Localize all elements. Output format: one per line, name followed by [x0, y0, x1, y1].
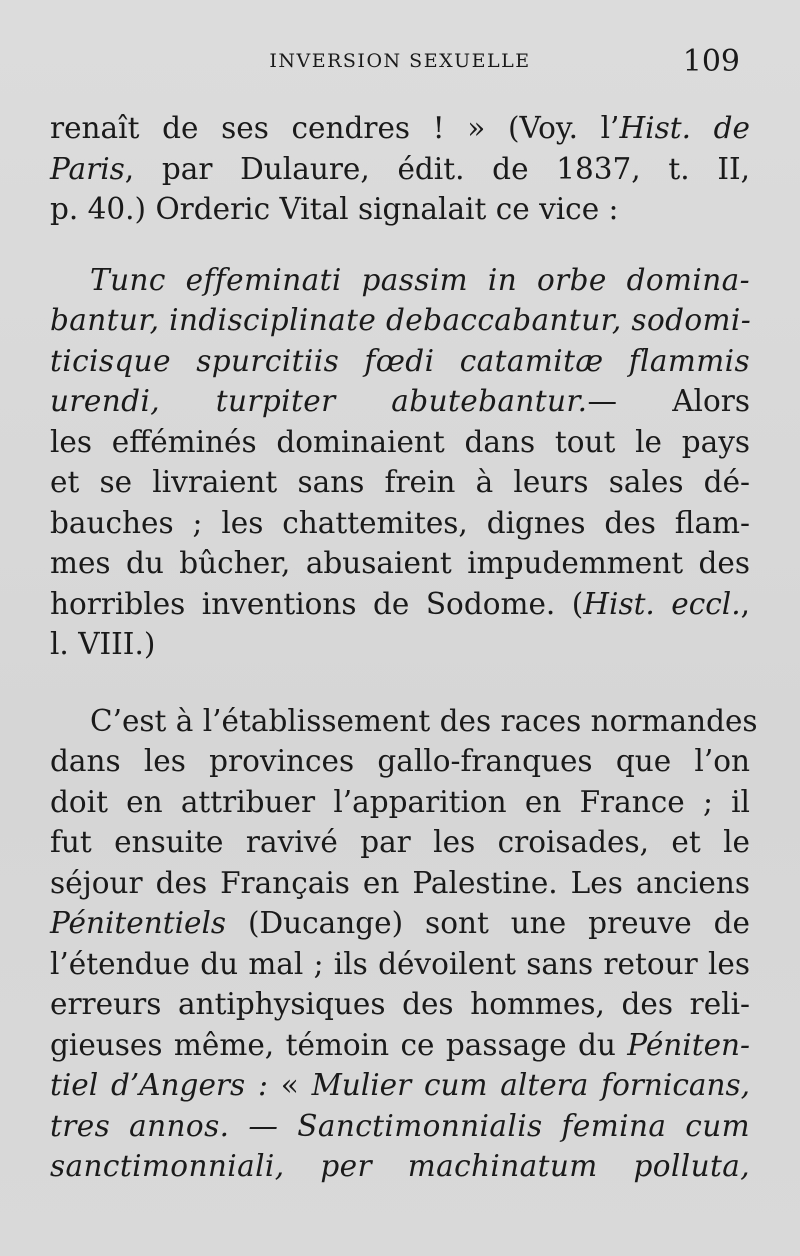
latin-quotation-paragraph: [50, 260, 750, 665]
text-line: dans les provinces gallo-franques que l’on: [50, 744, 750, 778]
latin-line: Tunc effeminati passim in orbe domina-: [90, 262, 750, 297]
latin-line: bantur, indisciplinate debaccabantur, sodomi-: [50, 303, 752, 337]
running-head: [0, 44, 800, 84]
text-line: séjour des Français en Palestine. Les anciens: [50, 865, 750, 900]
page-number: 109: [682, 44, 740, 79]
text-line: erreurs antiphysiques des hommes, des reli-: [50, 987, 750, 1021]
text-line: les efféminés dominaient dans tout le pays: [50, 424, 750, 459]
latin-line: ticisque spurcitiis fœdi catamitæ flammis: [50, 343, 750, 378]
text-line: bauches ; les chattemites, dignes des flam-: [50, 505, 750, 540]
text-line: tiel d’Angers : « Mulier cum altera fornicans,: [50, 1068, 750, 1102]
text-line: l’étendue du mal ; ils dévoilent sans retour les: [50, 946, 750, 981]
text-line: Paris, par Dulaure, édit. de 1837, t. II,: [50, 151, 750, 186]
text-line: urendi, turpiter abutebantur.— Alors: [50, 384, 750, 418]
text-line: et se livraient sans frein à leurs sales dé-: [50, 465, 750, 499]
paragraph-gap: [50, 665, 750, 701]
latin-line: sanctimonniali, per machinatum polluta,: [50, 1149, 750, 1183]
text-line: p. 40.) Orderic Vital signalait ce vice :: [50, 192, 619, 226]
text-line: gieuses même, témoin ce passage du Péniten-: [50, 1027, 750, 1062]
text-line: Pénitentiels (Ducange) sont une preuve de: [50, 906, 750, 940]
body-text: [50, 108, 758, 1187]
text-line: C’est à l’établissement des races normandes: [90, 703, 758, 738]
text-line: doit en attribuer l’apparition en France ; il: [50, 784, 750, 819]
paragraph-continuation: [50, 108, 750, 230]
latin-line: tres annos. — Sanctimonnialis femina cum: [50, 1108, 750, 1143]
text-line: renaît de ses cendres ! » (Voy. l’Hist. de: [50, 111, 750, 145]
text-line: horribles inventions de Sodome. (Hist. eccl.,: [50, 586, 751, 621]
paragraph-gap: [50, 230, 750, 260]
text-line: l. VIII.): [50, 627, 156, 661]
text-line: mes du bûcher, abusaient impudemment des: [50, 546, 750, 580]
running-title: INVERSION SEXUELLE: [269, 50, 531, 72]
text-line: fut ensuite ravivé par les croisades, et le: [50, 825, 750, 859]
paragraph: [50, 701, 758, 1187]
